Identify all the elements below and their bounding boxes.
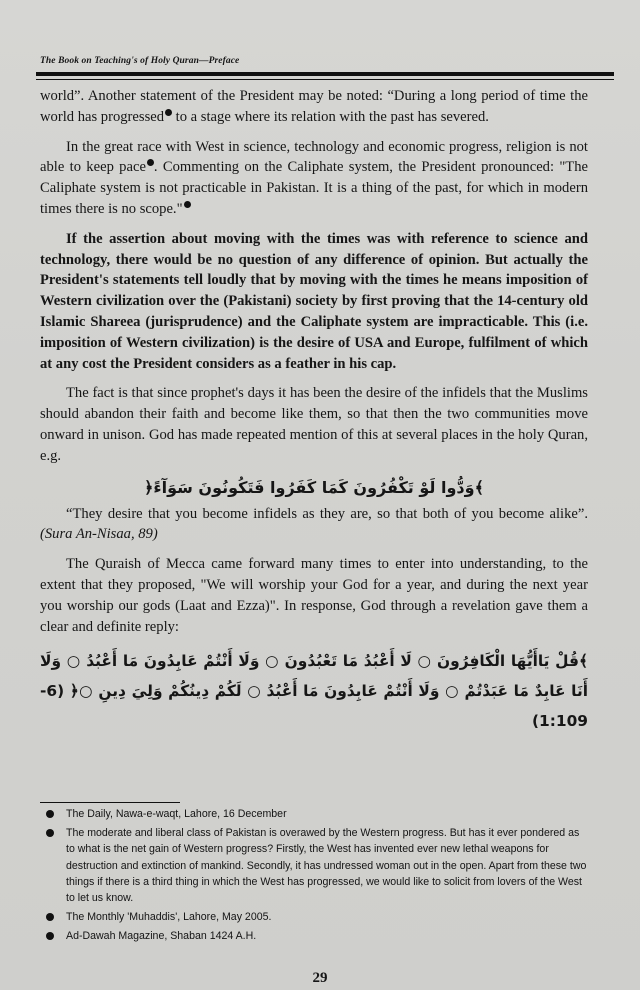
footnote-bullet-icon (46, 810, 54, 818)
footnotes (40, 806, 590, 948)
header-rule-thin (36, 79, 614, 80)
paragraph-5: The Quraish of Mecca came forward many times to enter into understanding, to the extent that they proposed, "We will worship your God for a year, and during the next year you worship our gods (Laat and Ezza)". In response, God through a revelation gave them a clear and definite reply: (40, 556, 588, 635)
verse-source: (Sura An-Nisaa, 89) (40, 526, 158, 543)
arabic-verse-nisaa: ﴾وَدُّوا لَوْ تَكْفُرُونَ كَمَا كَفَرُوا فَتَكُونُونَ سَوَآءً﴿ (144, 477, 484, 497)
footnote-marker (184, 201, 191, 208)
translation-nisaa: “They desire that you become infidels as they are, so that both of you become alike”. (Sura An-Nisaa, 89) (40, 505, 588, 543)
footnote-bullet-icon (46, 829, 54, 837)
paragraph-2: In the great race with West in science, technology and economic progress, religion is not able to keep pace . Commenting on the Caliphate system, the President pronounced: "The Caliphate system is not practicable in Pakistan. It is a thing of the past, for which in modern times there is no scope." (40, 138, 588, 217)
header-rule-thick (36, 72, 614, 76)
footnote-item: The Monthly 'Muhaddis', Lahore, May 2005. (40, 909, 590, 925)
paragraph-1: world”. Another statement of the President may be noted: “During a long period of time the world has progressed to a stage where its relation with the past has severed. (40, 88, 588, 125)
paragraph-4: The fact is that since prophet's days it has been the desire of the infidels that the Muslims should abandon their faith and become like them, so that then the two communities move onward in unison. God has made repeated mention of this at several places in the holy Quran, e.g. (40, 385, 588, 464)
arabic-verse-kafirun: ﴾قُلْ يَاأَيُّهَا الْكَافِرُونَ ○ لَا أَعْبُدُ مَا تَعْبُدُونَ ○ وَلَا أَنْتُمْ عَابِدُونَ مَا أَعْبُدُ ○ وَلَا أَنَا عَابِدٌ مَا عَبَدْتُمْ ○ وَلَا أَنْتُمْ عَابِدُونَ مَا أَعْبُدُ ○ لَكُمْ دِينُكُمْ وَلِيَ دِينِ ○﴿ (6-1:109) (40, 652, 588, 731)
footnote-item: The moderate and liberal class of Pakistan is overawed by the Western progress. But has it ever pondered as to what is the net gain of Western progress? Firstly, the West has invented ever new lethal weapons for destruction and extinction of mankind. Secondly, it has undressed woman out in the open. Apart from these two things if there is a third thing in which the West has progressed, we would like to solicit from lovers of the West to let us know. (40, 825, 590, 906)
footnote-item: The Daily, Nawa-e-waqt, Lahore, 16 December (40, 806, 590, 822)
footnote-bullet-icon (46, 913, 54, 921)
footnote-item: Ad-Dawah Magazine, Shaban 1424 A.H. (40, 928, 590, 944)
running-header: The Book on Teaching's of Holy Quran—Preface (40, 56, 240, 66)
paragraph-3: If the assertion about moving with the times was with reference to science and technology, there would be no question of any difference of opinion. But actually the President's statements tell loudly that by moving with the times he means imposition of Western civilization over the (Pakistani) society by first proving that the 14-century old Islamic Shareea (jurisprudence) and the Caliphate system are impracticable. This (i.e. imposition of Western civilization) is the desire of USA and Europe, fulfilment of which at any cost the President considers as a feather in his cap. (40, 230, 588, 372)
footnote-rule (40, 802, 180, 803)
footnote-bullet-icon (46, 932, 54, 940)
footnote-marker (147, 159, 154, 166)
page-body (40, 86, 588, 740)
page-number: 29 (312, 970, 328, 986)
footnote-marker (165, 109, 172, 116)
